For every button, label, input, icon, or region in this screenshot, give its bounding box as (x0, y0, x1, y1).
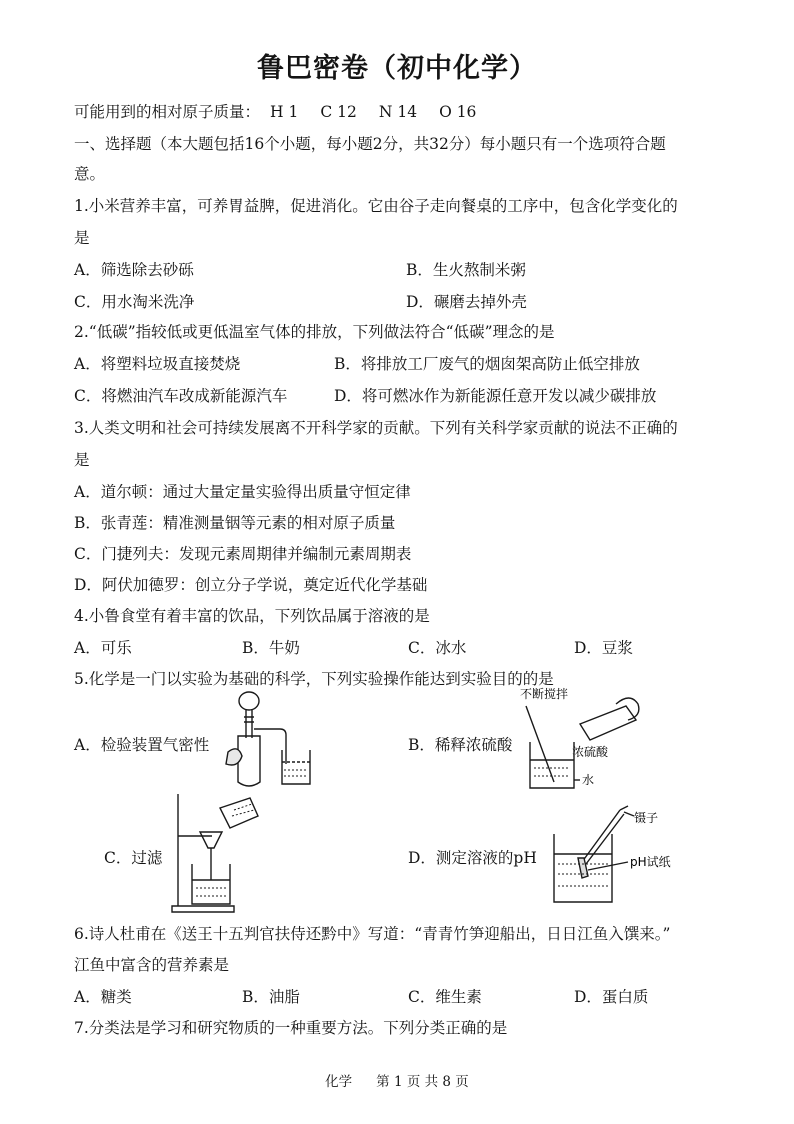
q5-option-b[interactable]: B．稀释浓硫酸 (408, 736, 513, 754)
q2-stem: 2.“低碳”指较低或更低温室气体的排放，下列做法符合“低碳”理念的是 (74, 323, 555, 341)
q1-option-d[interactable]: D．碾磨去掉外壳 (406, 293, 527, 311)
q7-stem: 7.分类法是学习和研究物质的一种重要方法。下列分类正确的是 (74, 1019, 508, 1037)
q5-option-a[interactable]: A．检验装置气密性 (74, 736, 210, 754)
page-footer (0, 1070, 794, 1090)
footer-subject: 化学 (325, 1074, 353, 1090)
atomic-mass-prefix: 可能用到的相对原子质量： (74, 103, 261, 121)
q6-stem-cont: 江鱼中富含的营养素是 (74, 956, 230, 974)
label-ph-paper: pH试纸 (630, 855, 671, 869)
label-conc-acid: 浓硫酸 (572, 745, 609, 759)
q6-option-b[interactable]: B．油脂 (242, 988, 300, 1006)
q5-option-c[interactable]: C．过滤 (104, 849, 163, 867)
q6-option-d[interactable]: D．蛋白质 (574, 988, 649, 1006)
q1-option-a[interactable]: A．筛选除去砂砾 (74, 261, 194, 279)
q3-stem: 3.人类文明和社会可持续发展离不开科学家的贡献。下列有关科学家贡献的说法不正确的 (74, 419, 678, 437)
ph-test-figure (548, 800, 688, 912)
label-tweezers: 镊子 (634, 811, 659, 825)
q1-option-b[interactable]: B．生火熬制米粥 (406, 261, 526, 279)
q2-option-c[interactable]: C．将燃油汽车改成新能源汽车 (74, 387, 288, 405)
q5-option-d[interactable]: D．测定溶液的pH (408, 849, 537, 867)
q1-stem-cont: 是 (74, 229, 90, 247)
label-water: 水 (582, 773, 595, 787)
section-heading: 一、选择题（本大题包括16个小题，每小题2分，共32分）每小题只有一个选项符合题 (74, 135, 666, 153)
q3-option-c[interactable]: C．门捷列夫：发现元素周期律并编制元素周期表 (74, 545, 412, 563)
q4-option-c[interactable]: C．冰水 (408, 639, 467, 657)
filtration-figure (172, 788, 272, 914)
q6-option-c[interactable]: C．维生素 (408, 988, 482, 1006)
q5-stem: 5.化学是一门以实验为基础的科学，下列实验操作能达到实验目的的是 (74, 670, 554, 688)
atomic-mass-n: N 14 (378, 103, 418, 121)
section-heading-cont: 意。 (74, 165, 106, 183)
q2-option-b[interactable]: B．将排放工厂废气的烟囱架高防止低空排放 (334, 355, 640, 373)
q6-stem: 6.诗人杜甫在《送王十五判官扶侍还黔中》写道：“青青竹笋迎船出，日日江鱼入馔来。” (74, 925, 671, 943)
q2-option-d[interactable]: D．将可燃冰作为新能源任意开发以减少碳排放 (334, 387, 657, 405)
label-stir: 不断搅拌 (520, 687, 569, 701)
q1-stem: 1.小米营养丰富，可养胃益脾，促进消化。它由谷子走向餐桌的工序中，包含化学变化的 (74, 197, 678, 215)
atomic-mass-c: C 12 (320, 103, 357, 121)
q4-option-b[interactable]: B．牛奶 (242, 639, 300, 657)
page-title: 鲁巴密卷（初中化学） (257, 53, 537, 84)
q3-option-b[interactable]: B．张青莲：精准测量铟等元素的相对原子质量 (74, 514, 396, 532)
atomic-mass-h: H 1 (270, 103, 299, 121)
q3-option-a[interactable]: A．道尔顿：通过大量定量实验得出质量守恒定律 (74, 483, 411, 501)
q4-stem: 4.小鲁食堂有着丰富的饮品，下列饮品属于溶液的是 (74, 607, 430, 625)
q3-stem-cont: 是 (74, 451, 90, 469)
q6-option-a[interactable]: A．糖类 (74, 988, 132, 1006)
q1-option-c[interactable]: C．用水淘米洗净 (74, 293, 195, 311)
airtightness-apparatus-figure (218, 690, 328, 790)
atomic-mass-o: O 16 (439, 103, 477, 121)
q4-option-d[interactable]: D．豆浆 (574, 639, 633, 657)
dilution-figure (516, 686, 666, 794)
q3-option-d[interactable]: D．阿伏加德罗：创立分子学说，奠定近代化学基础 (74, 576, 428, 594)
atomic-mass-line (74, 100, 498, 122)
q2-option-a[interactable]: A．将塑料垃圾直接焚烧 (74, 355, 241, 373)
footer-page-number: 第 1 页 共 8 页 (376, 1074, 469, 1090)
q4-option-a[interactable]: A．可乐 (74, 639, 132, 657)
